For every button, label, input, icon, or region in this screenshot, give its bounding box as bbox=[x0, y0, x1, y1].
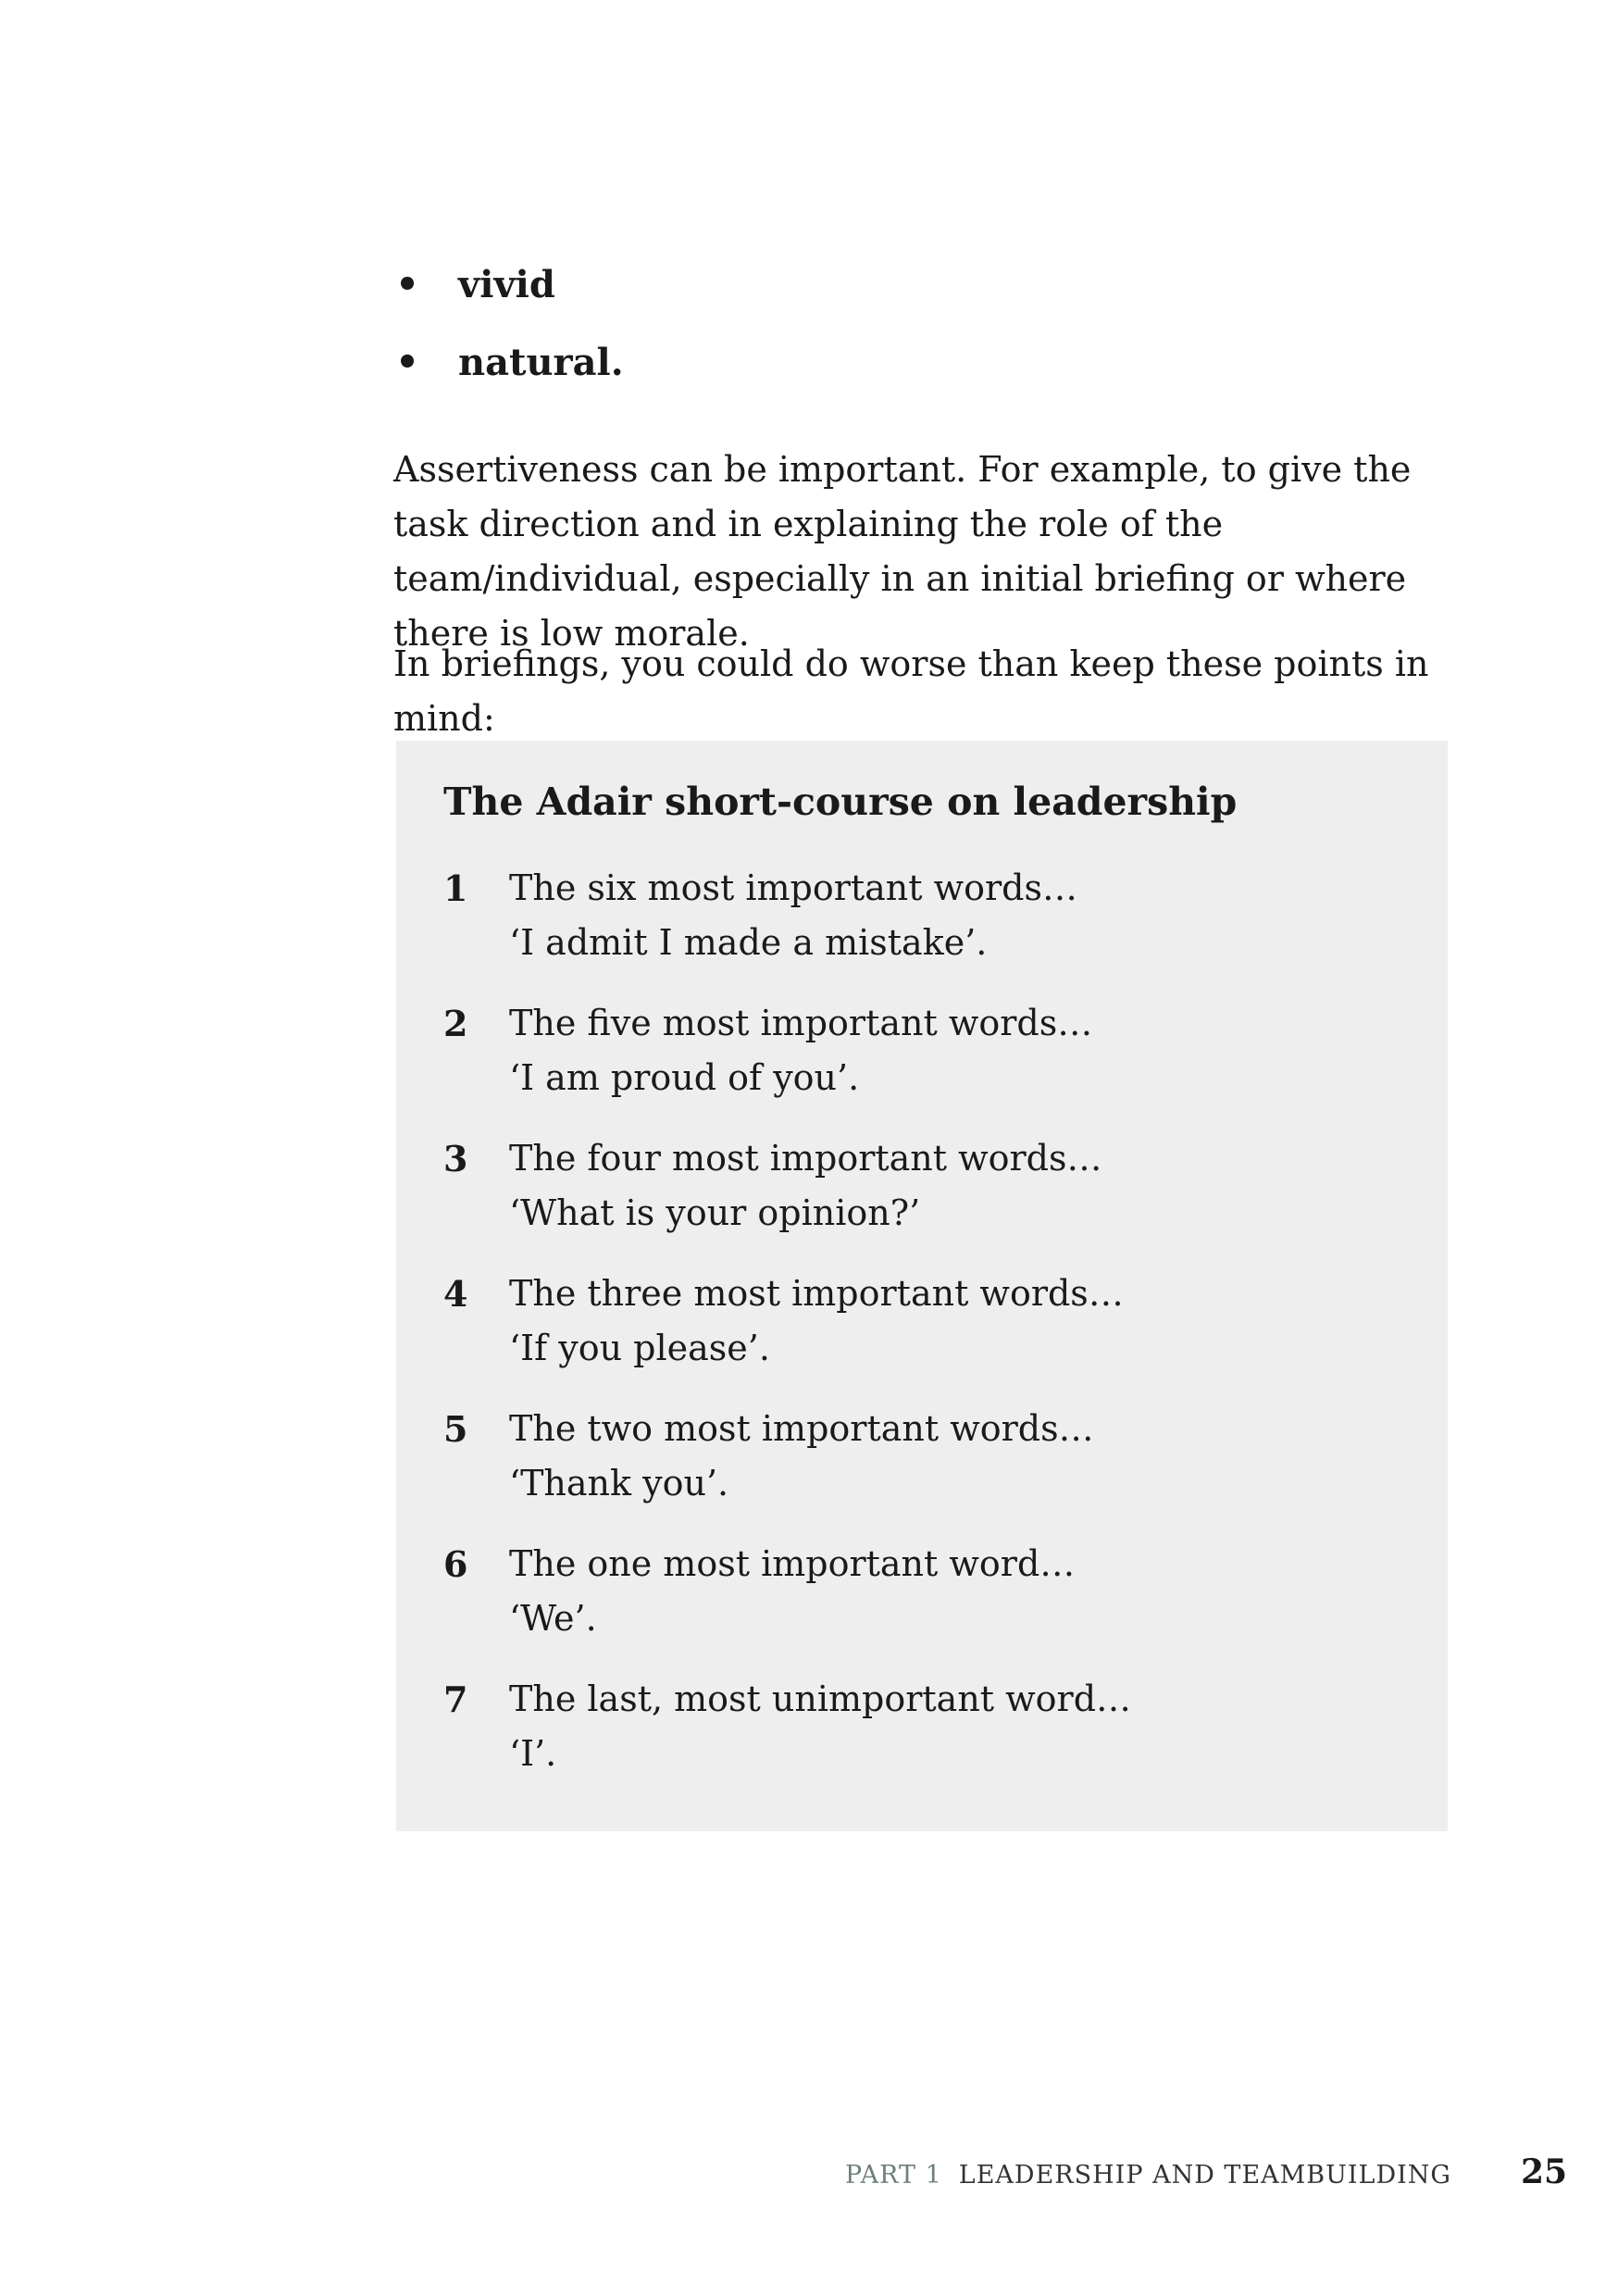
page-number: 25 bbox=[1521, 2152, 1568, 2191]
numbered-list bbox=[443, 861, 1406, 1807]
item-number: 3 bbox=[443, 1138, 468, 1179]
paragraph-assertiveness: Assertiveness can be important. For example, to give the task direction and in explaining the role of the team/individual, especially in an initial briefing or where there is low morale. bbox=[393, 449, 1412, 654]
item-line-heading: The two most important words… bbox=[509, 1408, 1094, 1449]
item-line-quote: ‘I am proud of you’. bbox=[509, 1057, 860, 1098]
item-line-quote: ‘What is your opinion?’ bbox=[509, 1192, 921, 1233]
item-line-heading: The last, most unimportant word… bbox=[509, 1678, 1132, 1719]
item-number: 6 bbox=[443, 1543, 468, 1585]
list-item bbox=[443, 996, 1406, 1131]
item-line-heading: The three most important words… bbox=[509, 1273, 1124, 1314]
bullet-text: vivid bbox=[458, 263, 555, 306]
item-number: 5 bbox=[443, 1408, 468, 1450]
list-item bbox=[443, 1402, 1406, 1537]
paragraph-briefings: In briefings, you could do worse than keep these points in mind: bbox=[393, 643, 1429, 739]
item-line-quote: ‘I admit I made a mistake’. bbox=[509, 922, 988, 963]
item-line-heading: The six most important words… bbox=[509, 867, 1078, 908]
panel-title: The Adair short-course on leadership bbox=[443, 780, 1238, 824]
bullet-marker: • bbox=[395, 263, 419, 306]
running-footer bbox=[845, 2157, 1451, 2194]
bullet-marker: • bbox=[395, 341, 419, 384]
list-item bbox=[443, 1267, 1406, 1402]
bullet-list bbox=[393, 257, 1458, 413]
item-line-quote: ‘We’. bbox=[509, 1598, 597, 1639]
item-number: 4 bbox=[443, 1273, 468, 1315]
bullet-item bbox=[393, 257, 1458, 335]
footer-section-title: LEADERSHIP AND TEAMBUILDING bbox=[958, 2161, 1451, 2190]
bullet-item bbox=[393, 335, 1458, 413]
item-line-heading: The five most important words… bbox=[509, 1003, 1093, 1043]
list-item bbox=[443, 1131, 1406, 1267]
item-line-quote: ‘If you please’. bbox=[509, 1328, 770, 1368]
item-number: 1 bbox=[443, 867, 468, 909]
item-line-quote: ‘Thank you’. bbox=[509, 1463, 729, 1504]
item-line-quote: ‘I’. bbox=[509, 1733, 557, 1774]
item-line-heading: The four most important words… bbox=[509, 1138, 1102, 1179]
item-number: 2 bbox=[443, 1003, 468, 1044]
item-line-heading: The one most important word… bbox=[509, 1543, 1076, 1584]
list-item bbox=[443, 1672, 1406, 1807]
adair-shortcourse-panel bbox=[396, 741, 1448, 1831]
item-number: 7 bbox=[443, 1678, 468, 1720]
list-item bbox=[443, 861, 1406, 996]
footer-part-label: PART 1 bbox=[844, 2161, 942, 2190]
list-item bbox=[443, 1537, 1406, 1672]
bullet-text: natural. bbox=[458, 341, 624, 384]
